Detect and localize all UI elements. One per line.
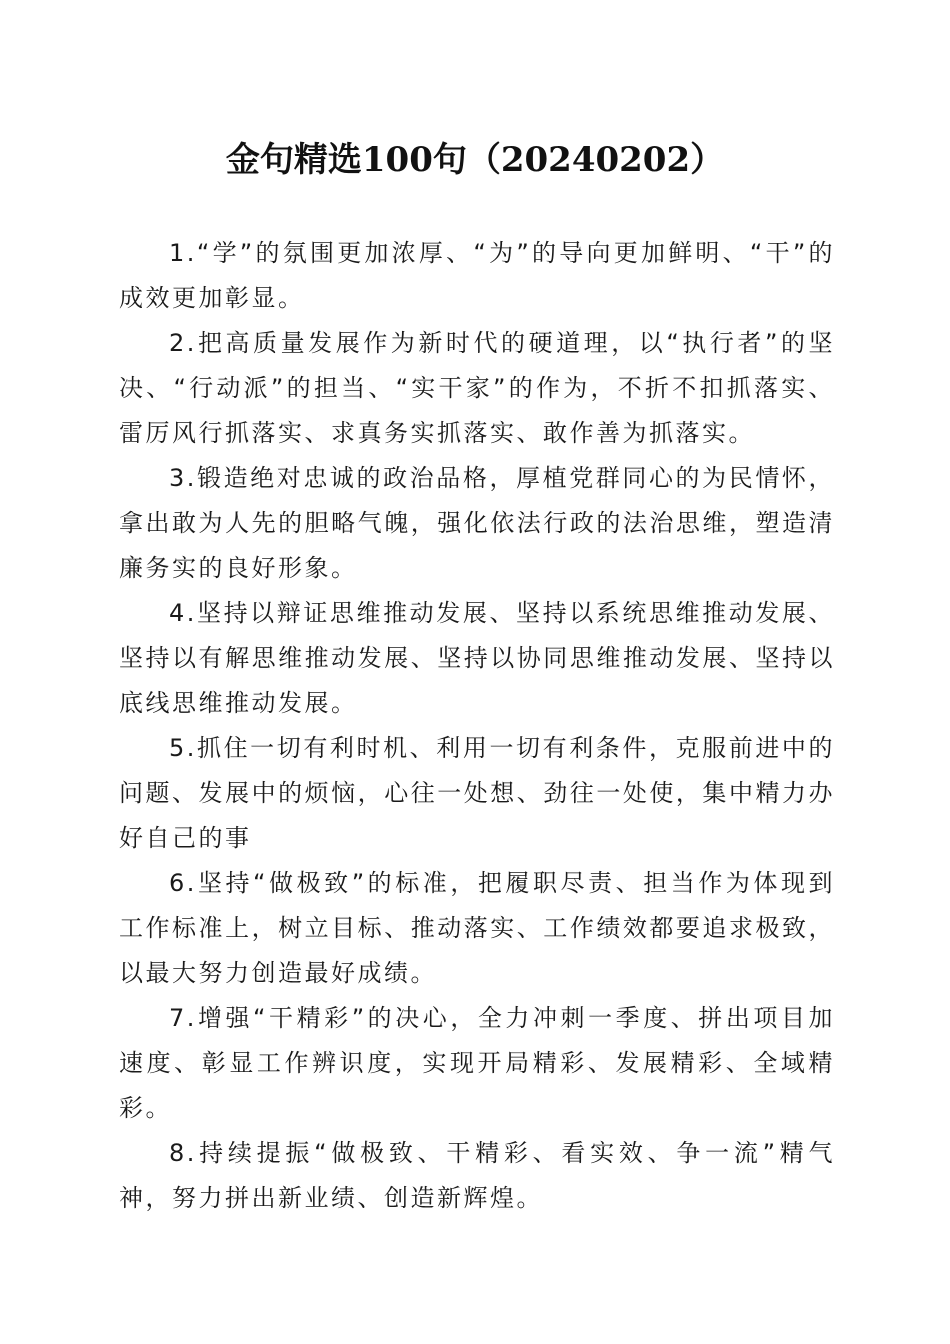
paragraph-7: 7.增强“干精彩”的决心，全力冲刺一季度、拼出项目加速度、彰显工作辨识度，实现开局精彩、发展精彩、全域精彩。 — [119, 1004, 835, 1122]
paragraph-5: 5.抓住一切有利时机、利用一切有利条件，克服前进中的问题、发展中的烦恼，心往一处想、劲往一处使，集中精力办好自己的事 — [119, 734, 835, 852]
paragraph-6: 6.坚持“做极致”的标准，把履职尽责、担当作为体现到工作标准上，树立目标、推动落实、工作绩效都要追求极致，以最大努力创造最好成绩。 — [119, 869, 835, 987]
document-title: 金句精选100句（20240202） — [225, 140, 725, 180]
document-body — [119, 231, 835, 1221]
paragraph-4: 4.坚持以辩证思维推动发展、坚持以系统思维推动发展、坚持以有解思维推动发展、坚持以协同思维推动发展、坚持以底线思维推动发展。 — [119, 599, 835, 717]
paragraph-3: 3.锻造绝对忠诚的政治品格，厚植党群同心的为民情怀，拿出敢为人先的胆略气魄，强化依法行政的法治思维，塑造清廉务实的良好形象。 — [119, 464, 835, 582]
paragraph-1: 1.“学”的氛围更加浓厚、“为”的导向更加鲜明、“干”的成效更加彰显。 — [119, 239, 835, 312]
paragraph-8: 8.持续提振“做极致、干精彩、看实效、争一流”精气神，努力拼出新业绩、创造新辉煌。 — [119, 1139, 835, 1212]
paragraph-2: 2.把高质量发展作为新时代的硬道理，以“执行者”的坚决、“行动派”的担当、“实干家”的作为，不折不扣抓落实、雷厉风行抓落实、求真务实抓落实、敢作善为抓落实。 — [119, 329, 835, 447]
